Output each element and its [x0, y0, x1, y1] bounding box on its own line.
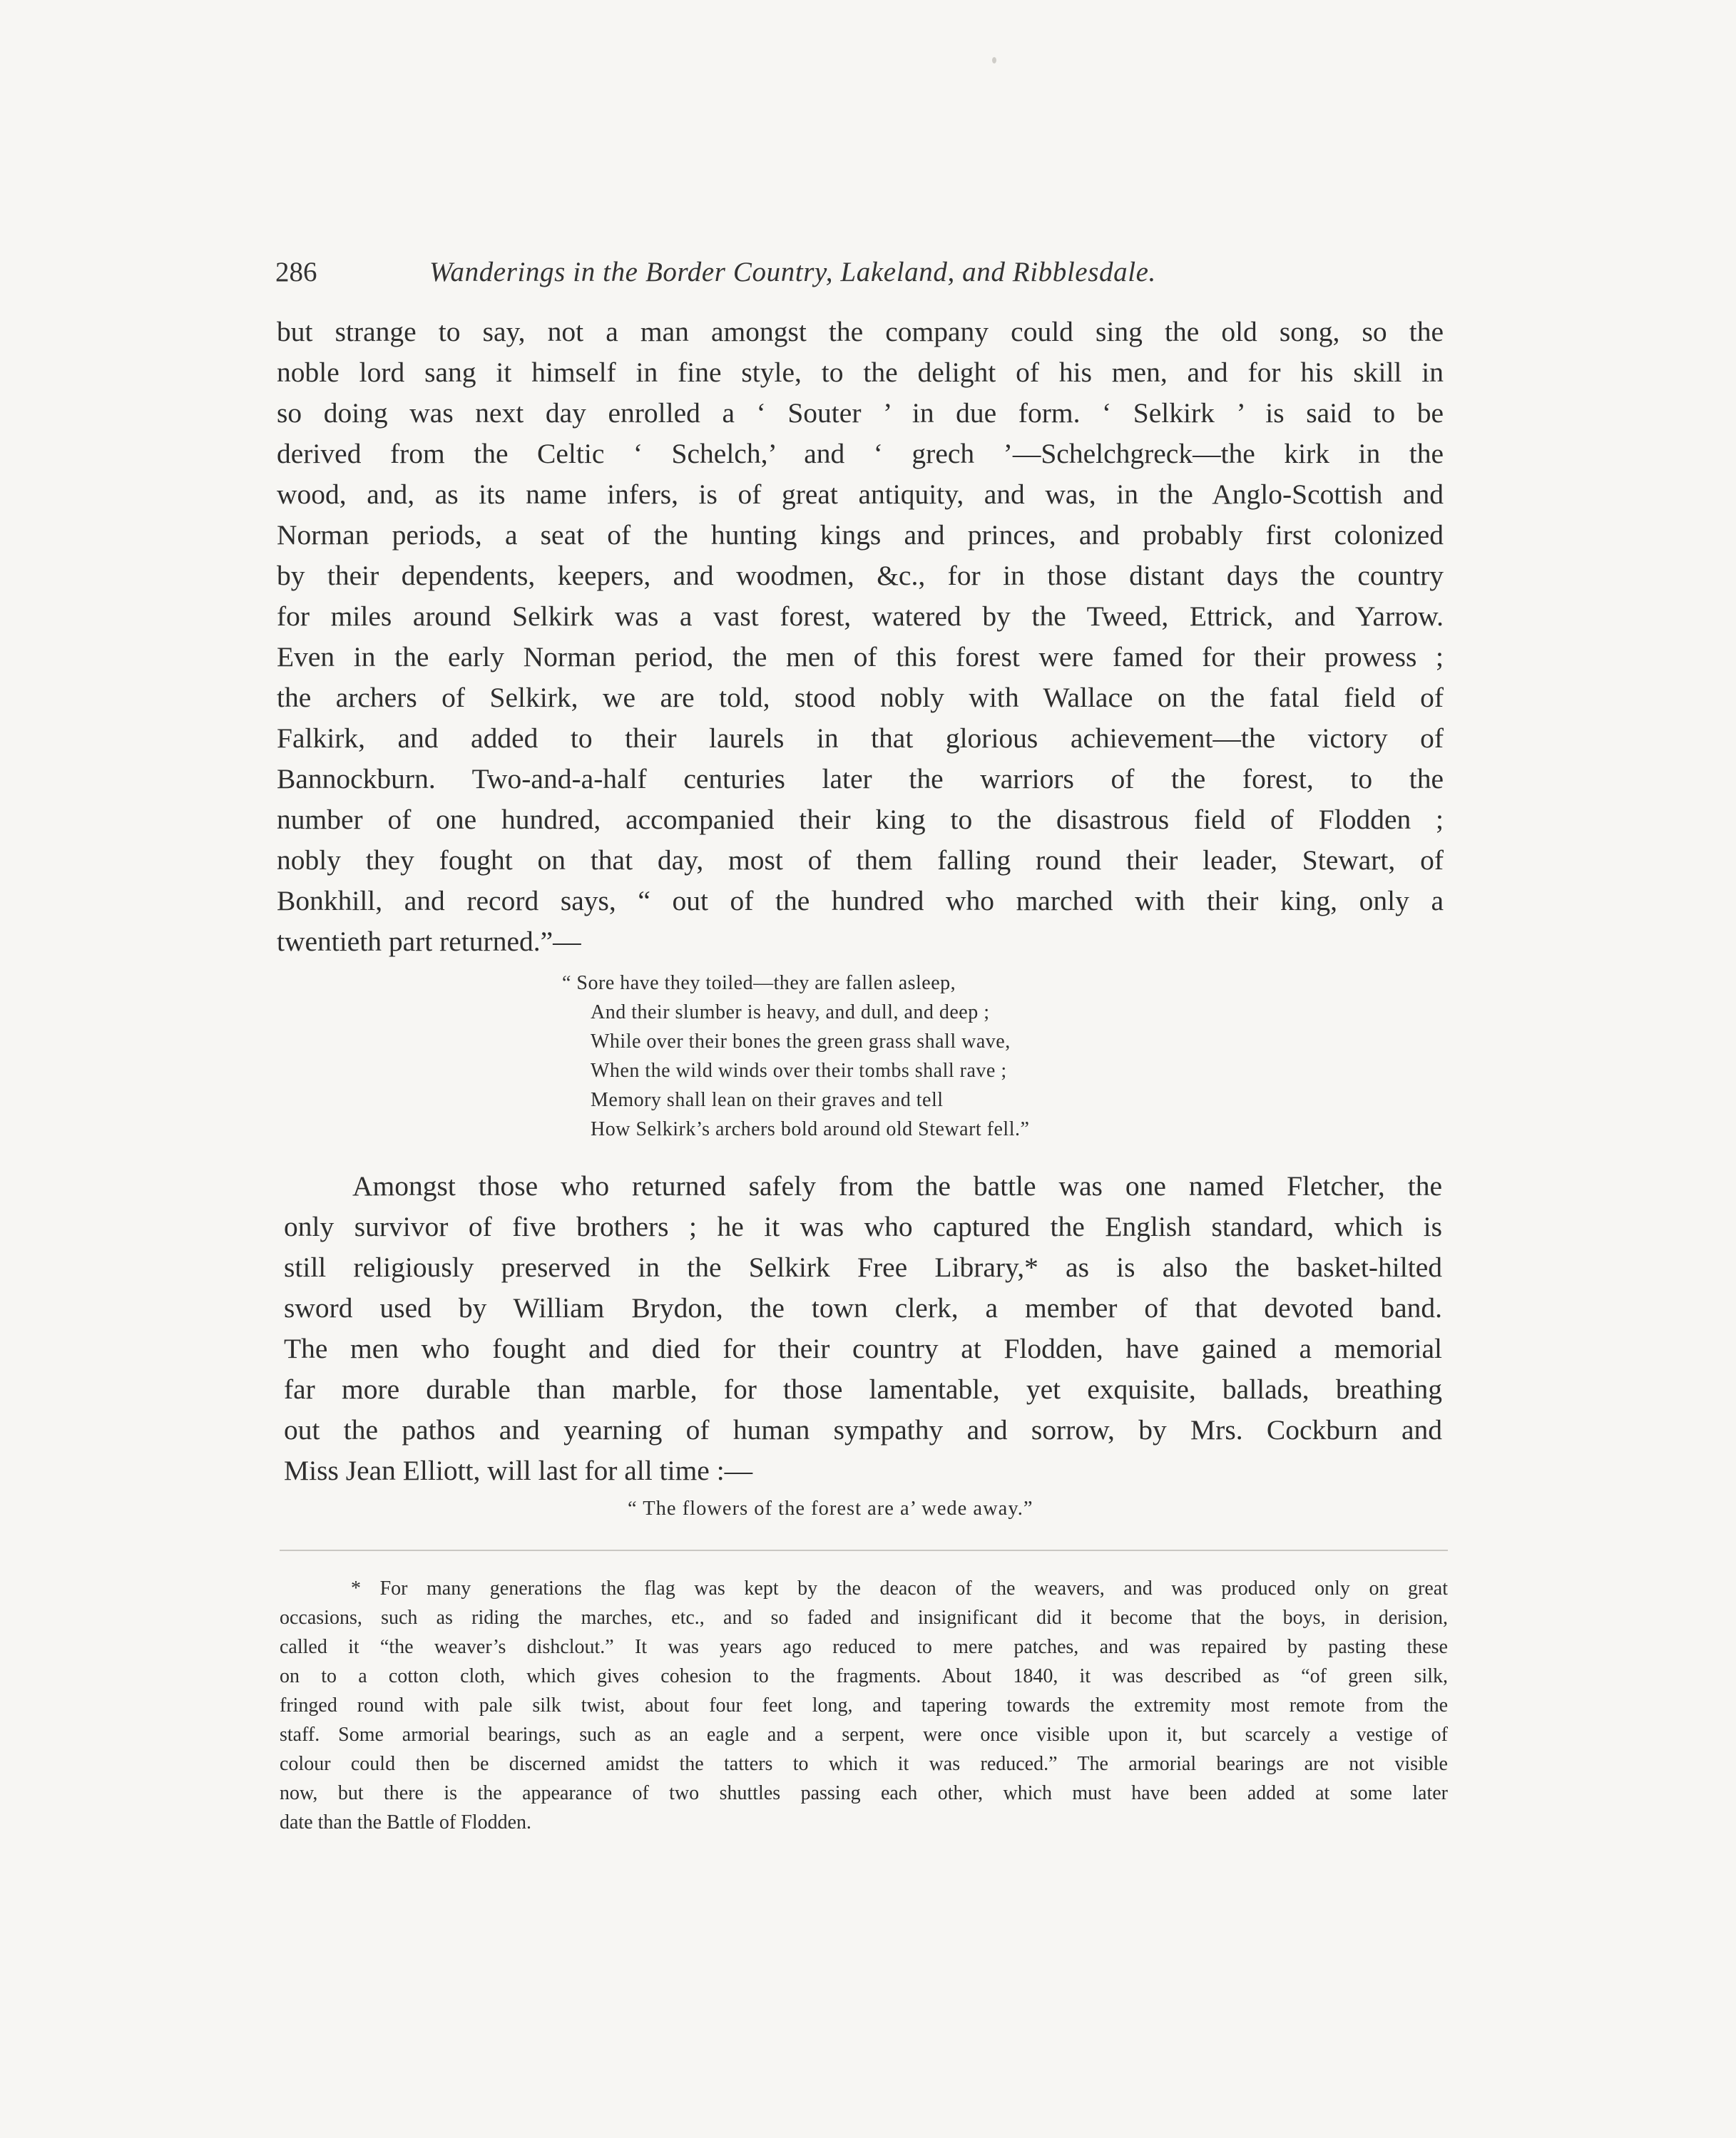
footnote-divider — [280, 1550, 1448, 1551]
text-line: still religiously preserved in the Selkirk Free Library,* as is also the basket-hilted — [284, 1252, 1442, 1283]
verse-line: Memory shall lean on their graves and tell — [591, 1089, 944, 1111]
page-number: 286 — [275, 257, 317, 287]
text-line: so doing was next day enrolled a ‘ Souter ’ in due form. ‘ Selkirk ’ is said to be — [277, 397, 1444, 429]
text-line: sword used by William Brydon, the town clerk, a member of that devoted band. — [284, 1292, 1442, 1324]
verse-quotation — [562, 968, 1204, 1144]
footnote-line: staff. Some armorial bearings, such as an eagle and a serpent, were once visible upon it, but scarcely a vestige of — [280, 1724, 1448, 1746]
text-line: The men who fought and died for their country at Flodden, have gained a memorial — [284, 1333, 1442, 1364]
text-line: wood, and, as its name infers, is of great antiquity, and was, in the Anglo-Scottish and — [277, 479, 1444, 510]
text-line: Miss Jean Elliott, will last for all time :— — [284, 1455, 753, 1486]
text-line: Bonkhill, and record says, “ out of the hundred who marched with their king, only a — [277, 885, 1444, 916]
footnote-line: fringed round with pale silk twist, about four feet long, and tapering towards the extremity most remote from the — [280, 1694, 1448, 1717]
text-line: but strange to say, not a man amongst the company could sing the old song, so the — [277, 316, 1444, 347]
text-line: far more durable than marble, for those lamentable, yet exquisite, ballads, breathing — [284, 1374, 1442, 1405]
text-line: twentieth part returned.”— — [277, 926, 581, 957]
text-line: nobly they fought on that day, most of them falling round their leader, Stewart, of — [277, 844, 1444, 876]
page-header — [275, 251, 1445, 294]
footnote-line: date than the Battle of Flodden. — [280, 1811, 532, 1833]
text-line: Amongst those who returned safely from the battle was one named Fletcher, the — [352, 1170, 1442, 1202]
verse-line: When the wild winds over their tombs shall rave ; — [591, 1060, 1007, 1082]
text-line: Falkirk, and added to their laurels in that glorious achievement—the victory of — [277, 722, 1444, 754]
footnote — [280, 1574, 1448, 1837]
text-line: derived from the Celtic ‘ Schelch,’ and ‘ grech ’—Schelchgreck—the kirk in the — [277, 438, 1444, 469]
footnote-line: called it “the weaver’s dishclout.” It was years ago reduced to mere patches, and was repaired by pasting these — [280, 1636, 1448, 1658]
ballad-quote: “ The flowers of the forest are a’ wede away.” — [628, 1498, 1033, 1520]
paragraph-2 — [284, 1166, 1442, 1491]
running-title: Wanderings in the Border Country, Lakeland, and Ribblesdale. — [429, 257, 1156, 287]
text-line: number of one hundred, accompanied their king to the disastrous field of Flodden ; — [277, 804, 1444, 835]
text-line: Norman periods, a seat of the hunting kings and princes, and probably first colonized — [277, 519, 1444, 551]
verse-line: And their slumber is heavy, and dull, and deep ; — [591, 1001, 990, 1023]
footnote-line: * For many generations the flag was kept by the deacon of the weavers, and was produced only on great — [351, 1577, 1448, 1600]
text-line: by their dependents, keepers, and woodmen, &c., for in those distant days the country — [277, 560, 1444, 591]
text-line: Bannockburn. Two-and-a-half centuries later the warriors of the forest, to the — [277, 763, 1444, 794]
footnote-line: colour could then be discerned amidst the tatters to which it was reduced.” The armorial bearings are not visible — [280, 1753, 1448, 1775]
paragraph-1 — [277, 312, 1444, 962]
text-line: out the pathos and yearning of human sympathy and sorrow, by Mrs. Cockburn and — [284, 1414, 1442, 1446]
text-line: for miles around Selkirk was a vast forest, watered by the Tweed, Ettrick, and Yarrow. — [277, 600, 1444, 632]
text-line: only survivor of five brothers ; he it was who captured the English standard, which is — [284, 1211, 1442, 1242]
verse-line: “ Sore have they toiled—they are fallen asleep, — [562, 972, 956, 994]
verse-line: How Selkirk’s archers bold around old Stewart fell.” — [591, 1118, 1030, 1140]
footnote-line: occasions, such as riding the marches, etc., and so faded and insignificant did it become that the boys, in derision, — [280, 1607, 1448, 1629]
verse-line: While over their bones the green grass shall wave, — [591, 1030, 1011, 1053]
paper-speck — [992, 57, 996, 63]
footnote-line: on to a cotton cloth, which gives cohesion to the fragments. About 1840, it was described as “of green silk, — [280, 1665, 1448, 1687]
text-line: the archers of Selkirk, we are told, stood nobly with Wallace on the fatal field of — [277, 682, 1444, 713]
text-line: Even in the early Norman period, the men of this forest were famed for their prowess ; — [277, 641, 1444, 672]
text-line: noble lord sang it himself in fine style, to the delight of his men, and for his skill in — [277, 357, 1444, 388]
footnote-line: now, but there is the appearance of two shuttles passing each other, which must have been added at some later — [280, 1782, 1448, 1804]
